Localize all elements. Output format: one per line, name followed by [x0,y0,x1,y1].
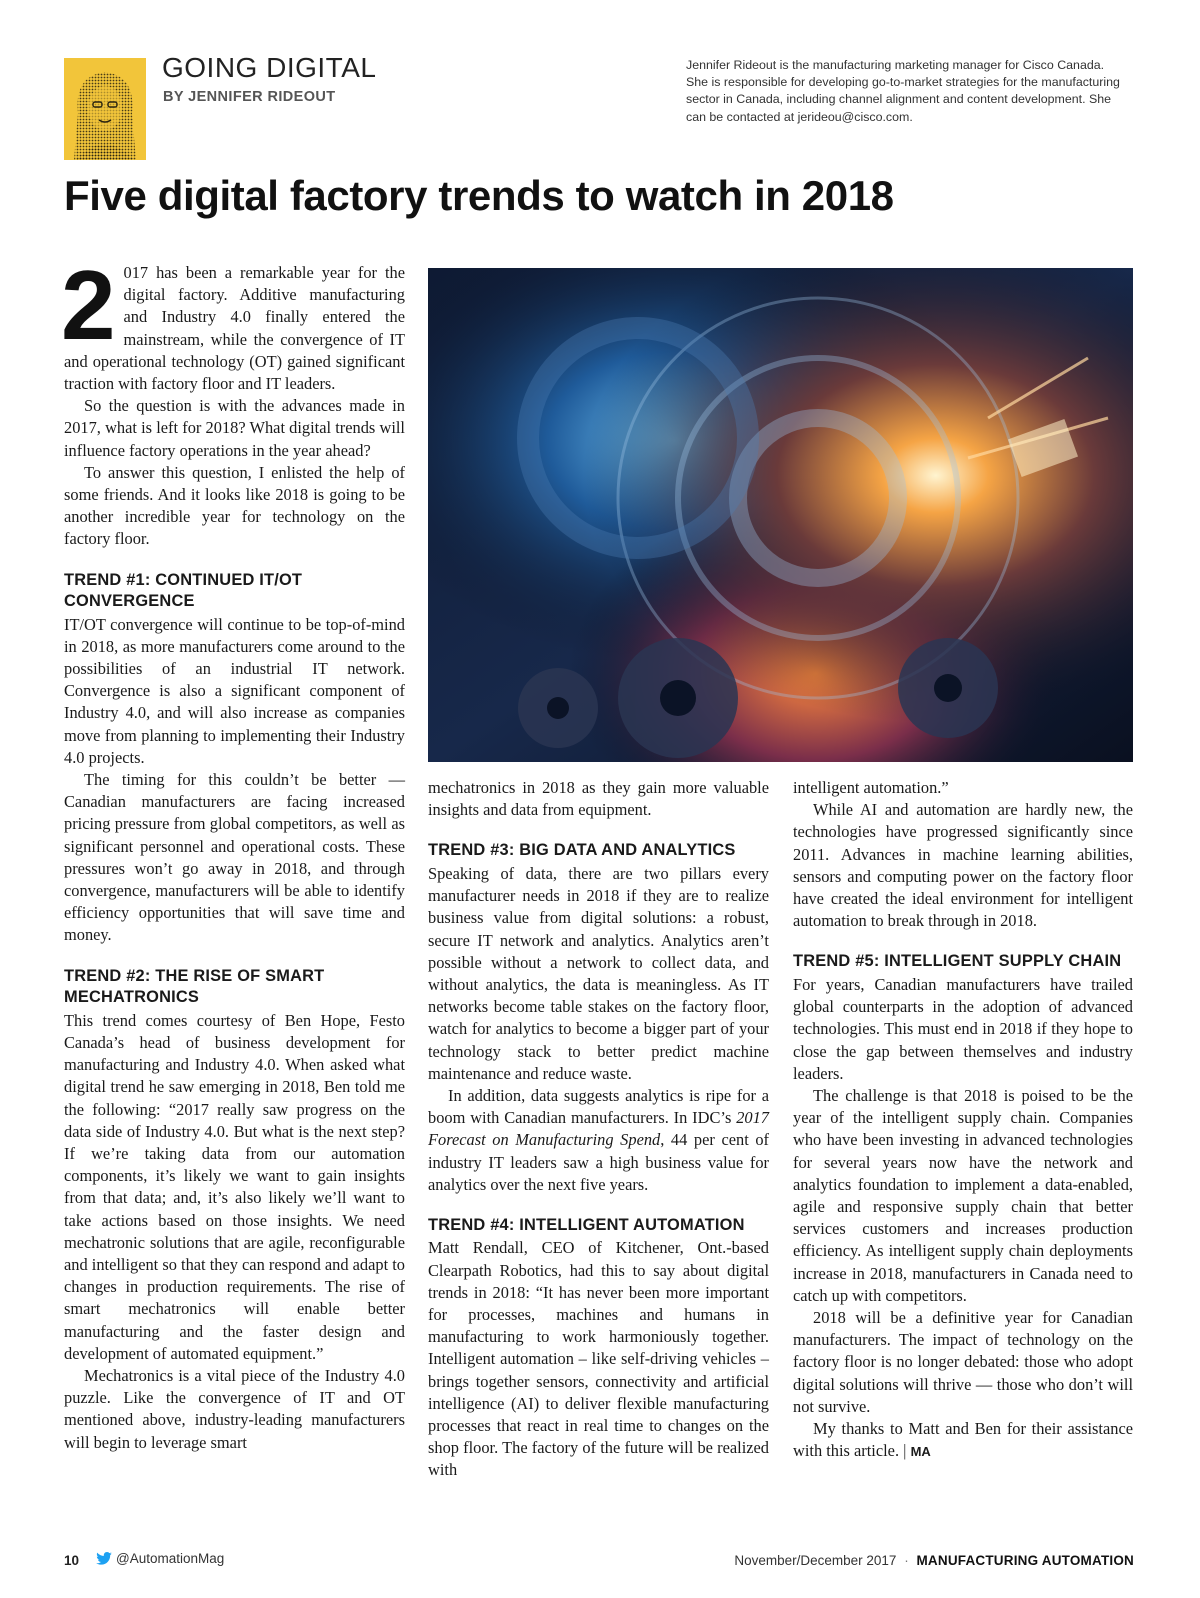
trend-5-paragraph-1: For years, Canadian manufacturers have trailed global counterparts in the adoption of advanced technologies. This must end in 2018 if they hope to close the gap between themselves and industry leaders. [793,974,1133,1083]
author-bio: Jennifer Rideout is the manufacturing marketing manager for Cisco Canada. She is responsible for developing go-to-market strategies for the manufacturing sector in Canada, including channel alignment and content development. She can be contacted at jerideou@cisco.com. [686,58,1120,124]
intro-paragraph-2: So the question is with the advances made in 2017, what is left for 2018? What digital trends will influence factory operations in the year ahead? [64,396,405,460]
intro-paragraph-3: To answer this question, I enlisted the help of some friends. And it looks like 2018 is going to be another incredible year for technology on the factory floor. [64,462,405,549]
trend-1-heading: TREND #1: CONTINUED IT/OT CONVERGENCE [64,570,303,611]
trend-1-paragraph-1: IT/OT convergence will continue to be top-of-mind in 2018, as more manufacturers come around to the possibilities of an industrial IT network. Convergence is also a significant component of Industry 4.0, and will also increase as companies move from planning to implementing their Industry 4.0 projects. [64,614,405,767]
trend-2-paragraph-2-continued: mechatronics in 2018 as they gain more valuable insights and data from equipment. [428,778,769,820]
trend-4-paragraph-2: While AI and automation are hardly new, the technologies have progressed significantly since 2011. Advances in machine learning abilities, sensors and computing power on the factory floor have created the ideal environment for intelligent automation to break through in 2018. [793,800,1133,931]
issue-line [734,1553,1134,1568]
trend-2-heading: TREND #2: THE RISE OF SMART MECHATRONICS [64,966,325,1007]
section-kicker: GOING DIGITAL [162,52,377,83]
end-mark: MA [910,1444,931,1460]
page-number: 10 [64,1553,80,1568]
trend-2-paragraph-2: Mechatronics is a vital piece of the Industry 4.0 puzzle. Like the convergence of IT and OT mentioned above, industry-leading manufacturers will begin to leverage smart [64,1365,405,1452]
twitter-bird-icon [96,1552,112,1565]
trend-4-paragraph-1: Matt Rendall, CEO of Kitchener, Ont.-based Clearpath Robotics, had this to say about digital trends in 2018: “It has never been more important for processes, machines and humans in manufacturing to work harmoniously together. Intelligent automation – like self-driving vehicles – brings together sensors, connectivity and artificial intelligence (AI) to deliver flexible manufacturing processes that react in real time to changes on the shop floor. The factory of the future will be realized with [428,1238,769,1480]
drop-cap: 2 [61,250,116,360]
closing-paragraph-2: My thanks to Matt and Ben for their assistance with this article. | MA [793,1418,1133,1461]
article-column-3 [793,777,1133,1463]
digital-factory-illustration [428,268,1133,762]
trend-5-heading: TREND #5: INTELLIGENT SUPPLY CHAIN [793,952,1122,971]
article-column-2 [428,777,769,1482]
issue-date: November/December 2017 [734,1553,897,1568]
article-headline: Five digital factory trends to watch in 2018 [64,172,894,219]
hero-image [428,268,1133,762]
byline: BY JENNIFER RIDEOUT [163,89,336,105]
report-title: 2017 Forecast on Manufacturing Spend [428,1108,769,1150]
trend-2-paragraph-1: This trend comes courtesy of Ben Hope, Festo Canada’s head of business development for manufacturing and Industry 4.0. When asked what digital trend he saw emerging in 2018, Ben told me the following: “2017 really saw progress on the data side of Industry 4.0. But what is the next step? If we’re taking data from our automation components, it’s likely we want to gain insights from that data; and, it’s also likely we’ll want to take actions based on those insights. We need mechatronic solutions that are agile, reconfigurable and intelligent so that they can respond and adapt to changes in production requirements. The rise of smart mechatronics will enable better manufacturing and the faster design and development of automated equipment.” [64,1010,405,1363]
magazine-name: MANUFACTURING AUTOMATION [916,1553,1134,1568]
author-portrait [64,58,146,160]
trend-1-paragraph-2: The timing for this couldn’t be better — Canadian manufacturers are facing increased pricing pressure from global competitors, as well as significant personnel and operational costs. These pressures won’t go away in 2018, and through convergence, manufacturers will be able to identify efficiency opportunities that will save time and money. [64,770,405,945]
twitter-handle[interactable]: @AutomationMag [96,1551,224,1566]
trend-5-paragraph-2: The challenge is that 2018 is poised to be the year of the intelligent supply chain. Companies who have been investing in advanced technologies for several years now have the network and analytics foundation to implement a data-enabled, agile and responsive supply chain that better services customers and increases production efficiency. As intelligent supply chain deployments increase in 2018, manufacturers in Canada need to catch up with competitors. [793,1085,1133,1305]
trend-3-heading: TREND #3: BIG DATA AND ANALYTICS [428,841,736,860]
closing-paragraph-1: 2018 will be a definitive year for Canadian manufacturers. The impact of technology on the factory floor is no longer debated: those who adopt digital solutions will thrive — those who don’t will not survive. [793,1307,1133,1416]
intro-paragraph-1: 2 017 has been a remarkable year for the digital factory. Additive manufacturing and Industry 4.0 finally entered the mainstream, while the convergence of IT and operational technology (OT) gained significant traction with factory floor and IT leaders. [61,250,405,394]
trend-4-heading: TREND #4: INTELLIGENT AUTOMATION [428,1215,745,1234]
trend-3-paragraph-2: In addition, data suggests analytics is ripe for a boom with Canadian manufacturers. In IDC’s 2017 Forecast on Manufacturing Spend, 44 per cent of industry IT leaders saw a high business value for analytics over the next five years. [428,1085,769,1194]
article-column-1 [61,250,405,1454]
trend-3-paragraph-1: Speaking of data, there are two pillars every manufacturer needs in 2018 if they are to realize business value from digital solutions: a robust, secure IT network and analytics. Analytics aren’t possible without a network to collect data, and without analytics, the data is meaningless. As IT networks become table stakes on the factory floor, watch for analytics to become a bigger part of your technology stack to better predict machine maintenance and reduce waste. [428,863,769,1083]
trend-4-paragraph-1-continued: intelligent automation.” [793,778,949,797]
footer-separator: · [904,1553,909,1568]
